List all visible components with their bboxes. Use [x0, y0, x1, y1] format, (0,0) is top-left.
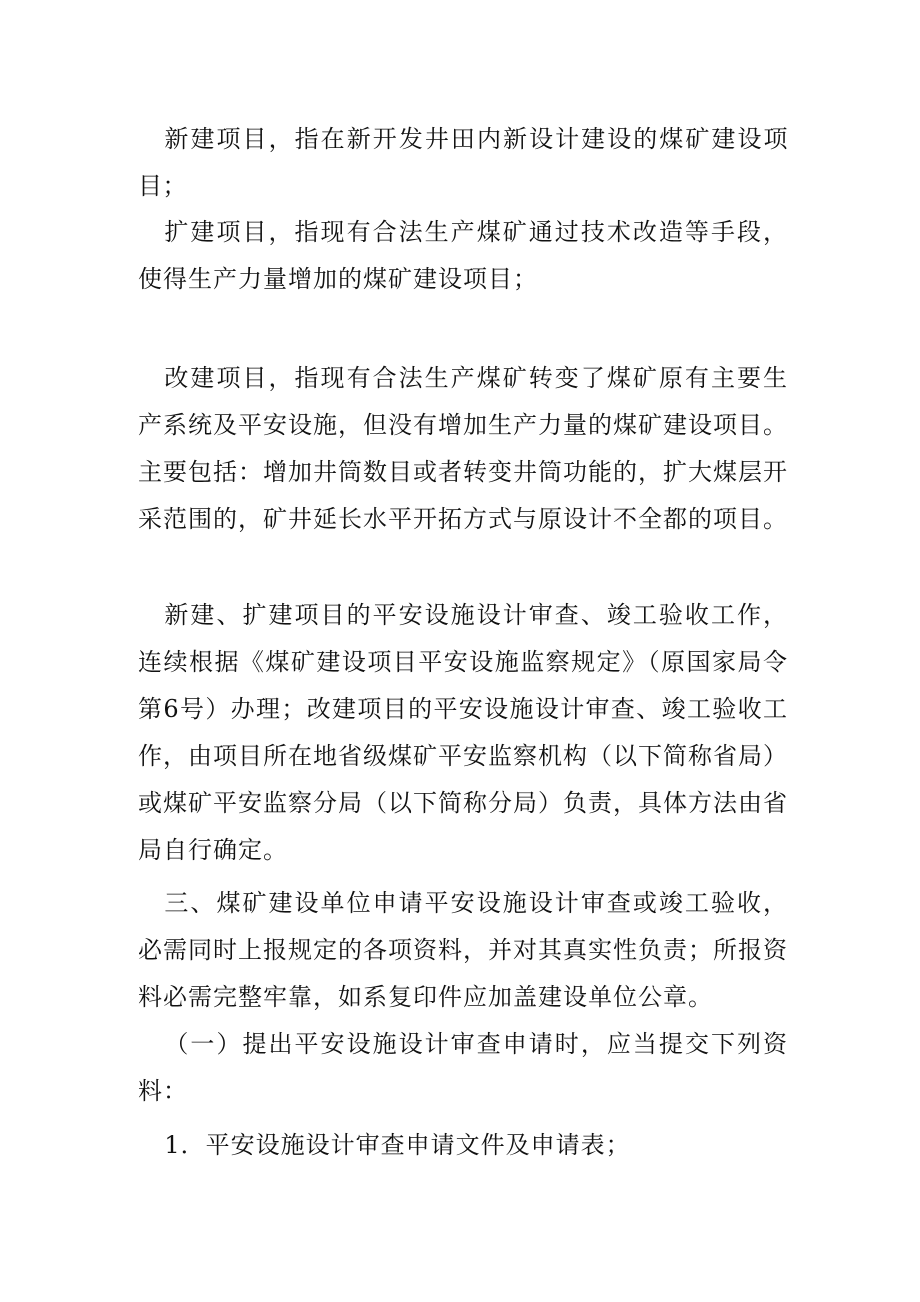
paragraph-expansion-project: 扩建项目，指现有合法生产煤矿通过技术改造等手段，使得生产力量增加的煤矿建设项目； — [138, 218, 788, 293]
paragraph-reconstruction-project: 改建项目，指现有合法生产煤矿转变了煤矿原有主要生产系统及平安设施，但没有增加生产力量的煤矿建设项目。主要包括：增加井筒数目或者转变井筒功能的，扩大煤层开采范围的，矿井延长水平开拓方式与原设计不全都的项目。 — [138, 364, 788, 533]
paragraph-subsection-one: （一）提出平安设施设计审查申请时，应当提交下列资料： — [138, 1030, 788, 1105]
paragraph-new-project: 新建项目，指在新开发井田内新设计建设的煤矿建设项目； — [138, 125, 788, 200]
paragraph-section-three: 三、煤矿建设单位申请平安设施设计审查或竣工验收，必需同时上报规定的各项资料，并对其真实性负责；所报资料必需完整牢靠，如系复印件应加盖建设单位公章。 — [138, 889, 788, 1011]
paragraph-item-one: 1．平安设施设计审查申请文件及申请表； — [164, 1131, 631, 1159]
paragraph-review-acceptance: 新建、扩建项目的平安设施设计审查、竣工验收工作，连续根据《煤矿建设项目平安设施监察规定》（原国家局令第6号）办理；改建项目的平安设施设计审查、竣工验收工作，由项目所在地省级煤矿平安监察机构（以下简称省局）或煤矿平安监察分局（以下简称分局）负责，具体方法由省局自行确定。 — [138, 601, 788, 864]
